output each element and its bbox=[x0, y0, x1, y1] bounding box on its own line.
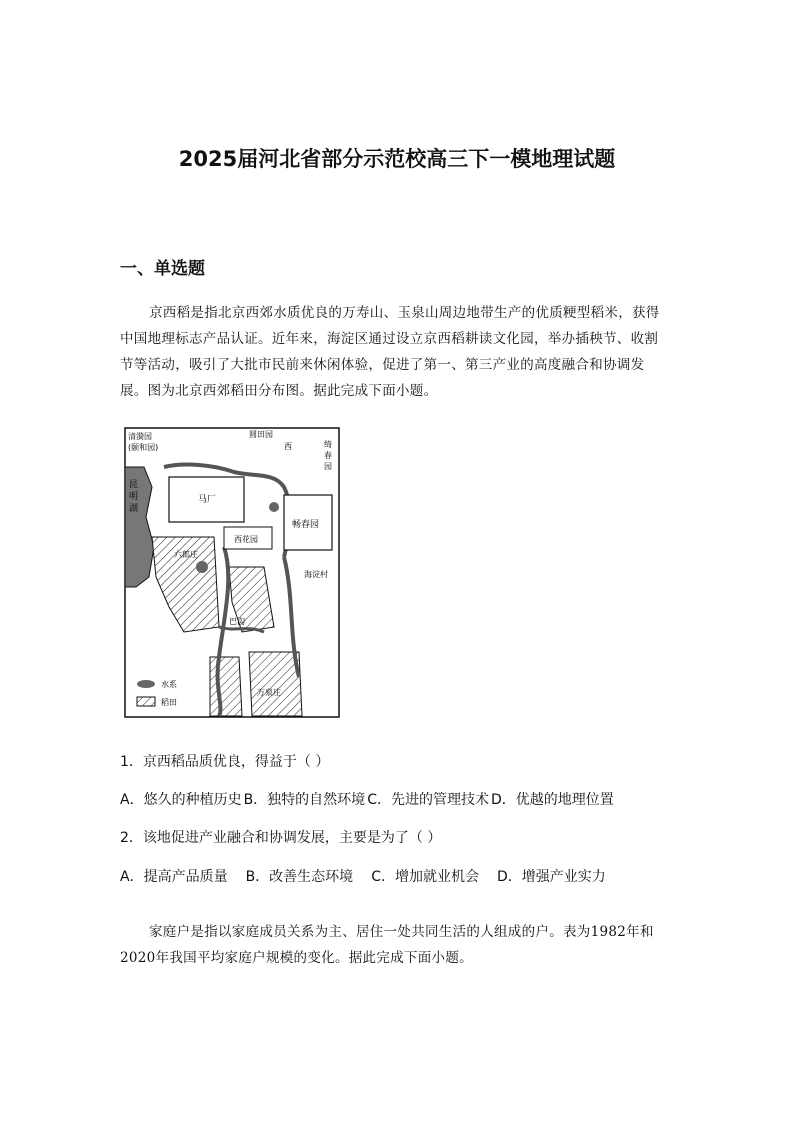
legend-rice-label: 稻田 bbox=[161, 698, 177, 707]
question-1-options bbox=[120, 789, 616, 809]
rice-field bbox=[210, 657, 242, 716]
legend-water-label: 水系 bbox=[161, 680, 177, 689]
legend-rice-swatch bbox=[137, 697, 155, 706]
map-label-changchunyuan: 畅春园 bbox=[292, 520, 320, 530]
map-label-yuantian: 圆田园 bbox=[249, 430, 273, 439]
question-2-stem: 2．该地促进产业融合和协调发展，主要是为了（ ） bbox=[120, 830, 442, 846]
map-label-machang: 马厂 bbox=[198, 495, 217, 505]
option-d[interactable]: D．优越的地理位置 bbox=[490, 792, 614, 808]
map-label-wanquan: 万泉庄 bbox=[257, 688, 281, 697]
option-c[interactable]: C．增加就业机会 bbox=[371, 869, 479, 885]
rice-field-map bbox=[124, 427, 340, 718]
option-d[interactable]: D．增强产业实力 bbox=[496, 869, 606, 885]
option-b[interactable]: B．改善生态环境 bbox=[245, 869, 354, 885]
map-label-kunming-3: 湖 bbox=[129, 504, 139, 514]
map-label-xi: 西 bbox=[284, 442, 292, 451]
option-a[interactable]: A．提高产品质量 bbox=[120, 869, 228, 885]
pond bbox=[269, 502, 279, 512]
passage-2: 家庭户是指以家庭成员关系为主、居住一处共同生活的人组成的户。表为1982年和2020年我国平均家庭户规模的变化。据此完成下面小题。 bbox=[120, 924, 654, 966]
pond bbox=[196, 561, 208, 573]
map-label-chun: 春 bbox=[324, 451, 332, 460]
option-c[interactable]: C．先进的管理技术 bbox=[367, 792, 489, 808]
option-b[interactable]: B．独特的自然环境 bbox=[243, 792, 366, 808]
map-label-kunming-1: 昆 bbox=[129, 480, 139, 490]
map-label-bagou: 巴沟 bbox=[229, 617, 245, 626]
map-label-kunming-2: 明 bbox=[129, 492, 139, 502]
map-label-yuan: 园 bbox=[324, 462, 332, 471]
map-label-liulangzhuang: 六郎庄 bbox=[174, 550, 198, 559]
map-label-yiheyuan: (颐和园) bbox=[128, 443, 159, 452]
map-label-xihuayuan: 西花园 bbox=[234, 535, 258, 544]
question-2-options bbox=[120, 866, 608, 886]
option-a[interactable]: A．悠久的种植历史 bbox=[120, 792, 242, 808]
page-title: 2025届河北省部分示范校高三下一模地理试题 bbox=[178, 147, 616, 171]
map-label-haidian: 海淀村 bbox=[304, 570, 328, 579]
map-label-qi: 绮 bbox=[324, 440, 332, 449]
map-label-qingyi: 清漪园 bbox=[128, 432, 152, 441]
question-1-stem: 1．京西稻品质优良，得益于（ ） bbox=[120, 754, 330, 770]
legend-water-swatch bbox=[137, 680, 155, 688]
section-heading: 一、单选题 bbox=[120, 259, 205, 279]
passage-1: 京西稻是指北京西郊水质优良的万寿山、玉泉山周边地带生产的优质粳型稻米，获得中国地理标志产品认证。近年来，海淀区通过设立京西稻耕读文化园，举办插秧节、收割节等活动，吸引了大批市民前来休闲体验，促进了第一、第三产业的高度融合和协调发展。图为北京西郊稻田分布图。据此完成下面小题。 bbox=[120, 305, 660, 399]
